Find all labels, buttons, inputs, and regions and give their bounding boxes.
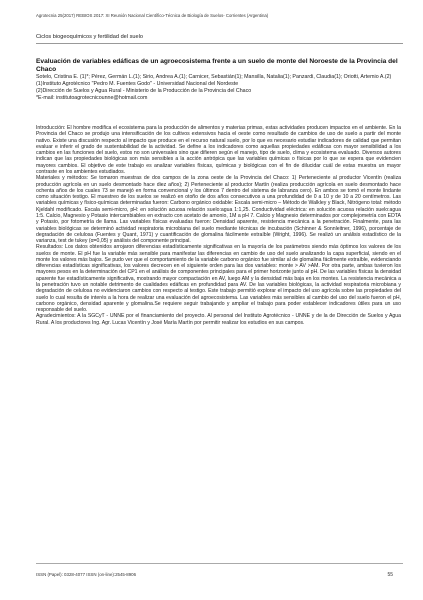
- paragraph-materiales-metodos: Materiales y métodos: Se tomaron muestras de dos campos de la zona oeste de la Provincia del Chaco: 1) Perteneciente al productor Vicentín (realiza producción agrícola en un suelo desmontado hace diez años); 2) Perteneciente al productor Martín (realiza producción agrícola en suelo desmontado hace ochenta años de los cuales 73 se manejó en forma convencional y los últimos 7 dentro del sistema de labranza cero). En ambos se tomó el monte lindante como situación testigo. El muestreo de los suelos se realizó en otoño de dos años consecutivos a una profundidad de 0 a 10 y de 10 a 20 centímetros. Las variables químicas y físico-químicas determinadas fueron: Carbono orgánico oxidable: Escala semi-micro – Método de Walkley y Black, Nitrógeno total: método Kjeldahl modificado. Escala semi-micro, pH: en solución acuosa relación suelo:agua 1:1,25. Conductividad eléctrica: en solución acuosa relación suelo:agua 1:5. Calcio, Magnesio y Potasio intercambiables en extracto con acetato de amonio, 1M a pH 7. Calcio y Magnesio determinados por complejometría con EDTA y Potasio, por fotometría de llama. Las variables físicas evaluadas fueron: Densidad aparente, resistencia mecánica a la penetración. Finalmente, para las variables biológicas se determinó actividad respiratoria microbiana del suelo mediante técnicas de incubación (Schinner & Sonnleitner, 1996), porcentaje de degradación de celulosa (Fuentes y Quant, 1971) y cuantificación de glomalina fácilmente extraíble (Wright, 1996). Se realizó un análisis estadístico de la varianza, test de tukey (α=0,05) y análisis del componente principal.: [36, 175, 401, 245]
- paragraph-introduccion: Introducción: El hombre modifica el ecosistema para la producción de alimentos y materias primas, estas actividades producen impactos en el ambiente. En la Provincia del Chaco se produjo una intensificación de los cultivos extensivos hacia el oeste como resultado de cambios de uso de suelo a partir del monte nativo. Existe una discusión respecto al impacto que produce en el recurso natural suelo, por lo que es necesario estudiar indicadores de calidad que permitan evaluar e inferir el grado de sustentabilidad de la actividad. Se define a los indicadores como aquellas propiedades edáficas con mayor sensibilidad a los cambios en las funciones del suelo, estos no son universales sino que difieren según el manejo, tipo de suelo, clima y ecosistema evaluado. Diversos autores indican que las propiedades biológicas son más sensibles a la acción antrópica que las variables químicas o físicas por lo que se espera que evidencien mayores cambios. El objetivo de este trabajo es analizar variables físicas, químicas y biológicas con el fin de dilucidar cuál de estas muestra un mayor contraste en los ambientes estudiados.: [36, 125, 401, 175]
- author-list: Sotelo, Cristina E. (1)*; Pérez, Germán L.(1); Sirio, Andrea A.(1); Carnicer, Sebastián(1); Mansilla, Natalia(1); Panzardi, Claudia(1); Oriotti, Artemio A.(2): [36, 74, 392, 81]
- page-number: 55: [387, 572, 393, 578]
- footer-divider: [36, 563, 403, 564]
- page-footer: [36, 572, 403, 577]
- running-head: Agrotecnia 25(2017) REBIOS 2017: XI Reunión Nacional Científico-Técnica de Biología de Suelos- Corrientes (Argentina): [36, 13, 269, 18]
- article-body: [36, 125, 401, 326]
- paragraph-resultados: Resultados: Los datos obtenidos arrojaron diferencias estadísticamente significativas en la mayoría de los parámetros siendo más óptimos los valores de los suelos de monte. El pH fue la variable más sensible para manifestar las diferencias en cambio de uso del suelo analizando la capa superficial, siendo en el monte los valores más bajos. Se pudo ver que el comportamiento de la variable carbono orgánico fue similar al de glomalina fácilmente extraíble, evidenciando diferencias estadísticas significativas, los valores decrecen en el siguiente orden para las dos variables: monte > AV >AM. Por otra parte, ambas tuvieron los mayores pesos en la determinación del CP1 en el análisis de componentes principales para el primer horizonte junto al pH. De las variables físicas la densidad aparente fue estadísticamente significativa, mostrando mayor compactación en AV, luego AM y la densidad más baja en los montes. La resistencia mecánica a la penetración tuvo un notable detrimento de cualidades edáficas en profundidad para AV. De las variables biológicas, la actividad respiratoria microbiana y degradación de celulosa no evidenciaron cambios con respecto al testigo. Este trabajo permitió explorar el impacto del uso agrícola sobre las propiedades del suelo lo cual resulta de interés a la hora de realizar una evaluación del agroecosistema. Las variables más sensibles al cambio del uso del suelo fueron el pH, carbono orgánico, densidad aparente y glomalina.Se requiere seguir trabajando y ampliar el trabajo para poder establecer indicadores útiles para un uso responsable del suelo.: [36, 244, 401, 314]
- article-title: Evaluación de variables edáficas de un agroecosistema frente a un suelo de monte del Noroeste de la Provincia del Chaco: [36, 58, 398, 74]
- issn-text: ISSN (Papel): 0328-4077 ISSN (on-line):2545-8906: [36, 572, 137, 577]
- affiliation-1: (1)Instituto Agrotécnico "Pedro M. Fuentes Godo" - Universidad Nacional del Nordeste: [36, 81, 239, 88]
- paragraph-agradecimientos: Agradecimientos: A la SGCyT - UNNE por el financiamiento del proyecto. Al personal del Instituto Agrotécnico - UNNE y de la de Dirección de Suelos y Agua Rural. A los productores Ing. Agr. Lucas Vicentín y José María Martín por permitir realizar los estudios en sus campos.: [36, 313, 401, 326]
- article-header: [36, 58, 403, 102]
- section-heading: Ciclos biogeoquímicos y fertilidad del suelo: [36, 34, 403, 44]
- affiliation-2: (2)Dirección de Suelos y Agua Rural - Ministerio de la Producción de la Provincia del Chaco: [36, 88, 252, 94]
- contact-email: *E-mail: institutoagrotecnicounne@hotmail.com: [36, 94, 148, 101]
